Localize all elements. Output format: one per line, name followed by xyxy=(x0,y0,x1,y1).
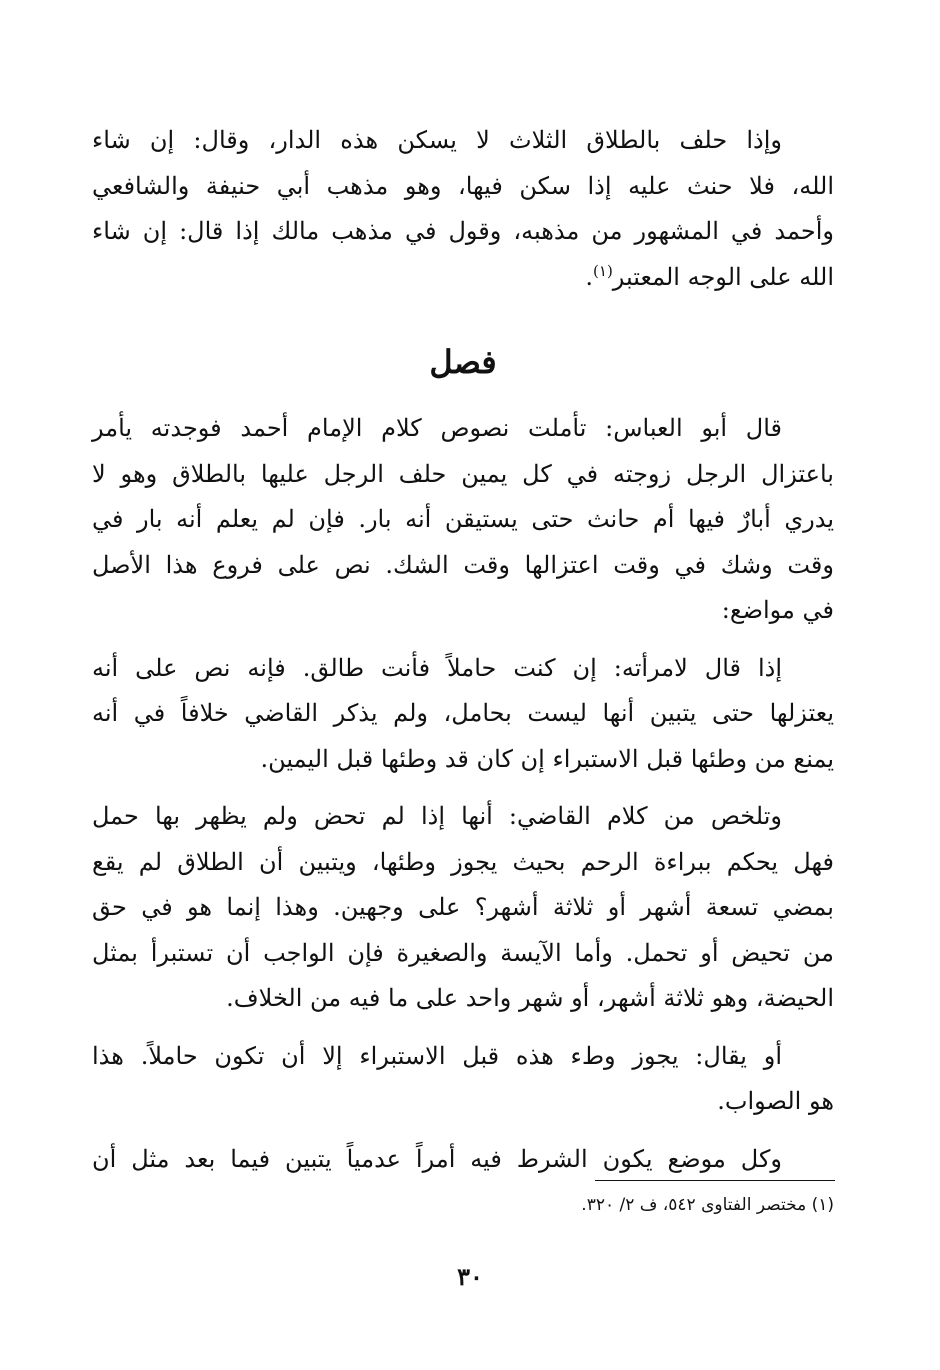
footnote-marker: (١) xyxy=(593,261,613,280)
paragraph-line: أو يقال: يجوز وطء هذه قبل الاستبراء إلا أن تكون حاملاً. هذا xyxy=(92,1041,783,1070)
paragraph-gap xyxy=(92,1022,834,1034)
paragraph-line: قال أبو العباس: تأملت نصوص كلام الإمام أحمد فوجدته يأمر xyxy=(92,414,782,442)
paragraph-line: وقت وشك في وقت اعتزالها وقت الشك. نص على فروع هذا الأصل xyxy=(92,550,834,579)
paragraph-line: في مواضع: xyxy=(721,596,834,624)
paragraph-line-end: . xyxy=(585,262,594,291)
paragraph-line: يعتزلها حتى يتبين أنها ليست بحامل، ولم يذكر القاضي خلافاً في أنه xyxy=(92,699,834,727)
paragraph-line: وتلخص من كلام القاضي: أنها إذا لم تحض ولم يظهر بها حمل xyxy=(92,802,782,830)
paragraph-2 xyxy=(92,646,834,783)
paragraph-line xyxy=(92,255,834,301)
paragraph-line: وأحمد في المشهور من مذهبه، وقول في مذهب مالك إذا قال: إن شاء xyxy=(92,217,834,245)
paragraph-line: من تحيض أو تحمل. وأما الآيسة والصغيرة فإن الواجب أن تستبرأ بمثل xyxy=(92,938,834,967)
paragraph-line: الحيضة، وهو ثلاثة أشهر، أو شهر واحد على ما فيه من الخلاف. xyxy=(226,984,834,1012)
page-number: ٣٠ xyxy=(457,1262,483,1291)
paragraph-line: وإذا حلف بالطلاق الثلاث لا يسكن هذه الدار، وقال: إن شاء xyxy=(92,126,782,154)
footnote: (١) مختصر الفتاوى ٥٤٢، ف ٢/ ٣٢٠. xyxy=(581,1195,834,1215)
paragraph-gap xyxy=(92,1125,834,1137)
paragraph-line: يدري أبارٌ فيها أم حانث حتى يستيقن أنه بار. فإن لم يعلم أنه بار في xyxy=(92,505,834,533)
footnote-divider xyxy=(595,1180,835,1181)
paragraph-gap xyxy=(92,782,834,794)
paragraph-5 xyxy=(92,1137,834,1183)
paragraph-line: فهل يحكم ببراءة الرحم بحيث يجوز وطئها، ويتبين أن الطلاق لم يقع xyxy=(92,847,834,876)
paragraph-line: وكل موضع يكون الشرط فيه أمراً عدمياً يتبين فيما بعد مثل أن xyxy=(92,1144,782,1173)
page-body xyxy=(92,118,834,1182)
paragraph-line: إذا قال لامرأته: إن كنت حاملاً فأنت طالق. فإنه نص على أنه xyxy=(92,653,782,682)
paragraph-gap xyxy=(92,634,834,646)
paragraph-line: هو الصواب. xyxy=(717,1087,834,1115)
intro-paragraph xyxy=(92,118,834,300)
paragraph-3 xyxy=(92,794,834,1022)
paragraph-line-text: الله على الوجه المعتبر xyxy=(612,262,834,291)
paragraph-line: الله، فلا حنث عليه إذا سكن فيها، وهو مذهب أبي حنيفة والشافعي xyxy=(92,171,835,200)
section-heading: فصل xyxy=(429,343,497,381)
paragraph-4 xyxy=(92,1034,834,1125)
paragraph-line: يمنع من وطئها قبل الاستبراء إن كان قد وطئها قبل اليمين. xyxy=(260,744,834,773)
paragraph-line: باعتزال الرجل زوجته في كل يمين حلف الرجل عليها بالطلاق وهو لا xyxy=(92,459,834,488)
paragraph-line: بمضي تسعة أشهر أو ثلاثة أشهر؟ على وجهين. وهذا إنما هو في حق xyxy=(92,893,834,921)
paragraph-1 xyxy=(92,406,834,634)
